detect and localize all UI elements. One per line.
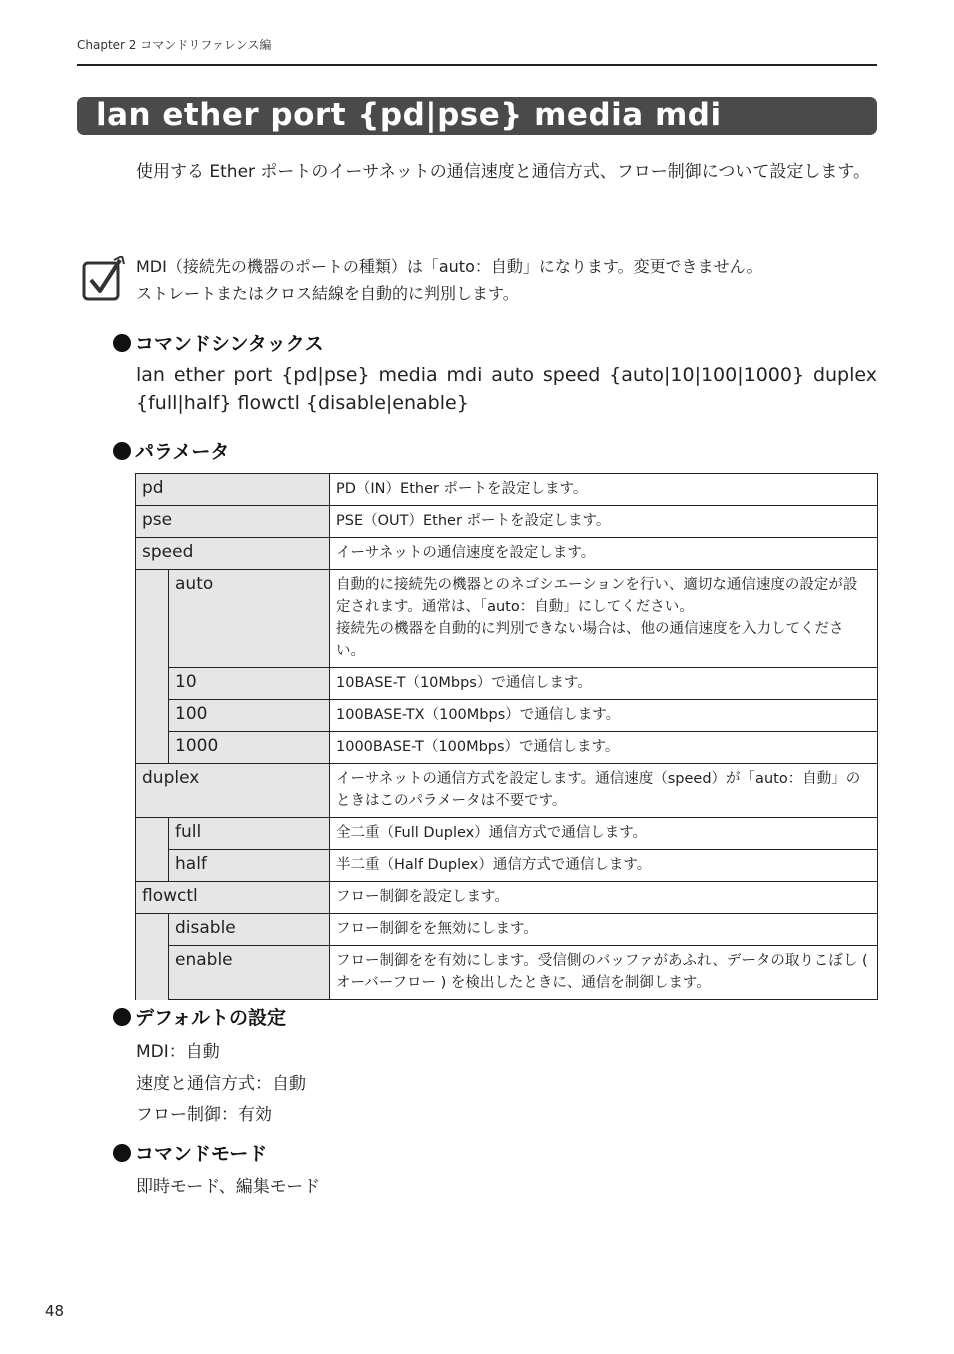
mode-heading-label: コマンドモード [135, 1143, 268, 1165]
bullet-icon [113, 442, 131, 460]
bullet-icon [113, 1008, 131, 1026]
param-desc: 10BASE-T（10Mbps）で通信します。 [330, 668, 878, 700]
param-name: pd [136, 474, 330, 506]
param-name: duplex [136, 764, 330, 818]
syntax-heading [113, 329, 324, 356]
bullet-icon [113, 1144, 131, 1162]
param-name: full [169, 818, 330, 850]
parameters-heading [113, 437, 229, 464]
syntax-heading-label: コマンドシンタックス [135, 333, 324, 355]
param-desc: 全二重（Full Duplex）通信方式で通信します。 [330, 818, 878, 850]
page-number: 48 [45, 1302, 65, 1320]
param-name: 1000 [169, 732, 330, 764]
table-row [136, 850, 878, 882]
command-mode-text: 即時モード、編集モード [136, 1177, 321, 1197]
check-memo-icon [82, 256, 126, 302]
indent-cell [136, 570, 169, 764]
param-name: half [169, 850, 330, 882]
table-row [136, 882, 878, 914]
note-text [136, 253, 878, 307]
table-row [136, 818, 878, 850]
param-name: flowctl [136, 882, 330, 914]
default-line: 速度と通信方式：自動 [136, 1074, 306, 1094]
param-desc: PSE（OUT）Ether ポートを設定します。 [330, 506, 878, 538]
running-head: Chapter 2 コマンドリファレンス編 [77, 38, 272, 52]
header-rule [77, 64, 877, 66]
indent-cell [136, 914, 169, 1000]
default-line: フロー制御：有効 [136, 1105, 272, 1125]
param-desc: 100BASE-TX（100Mbps）で通信します。 [330, 700, 878, 732]
param-name: pse [136, 506, 330, 538]
param-desc: 自動的に接続先の機器とのネゴシエーションを行い、適切な通信速度の設定が設定されます。通常は、「auto：自動」にしてください。 接続先の機器を自動的に判別できない場合は、他の通信速度を入力してください。 [330, 570, 878, 668]
parameters-heading-label: パラメータ [135, 441, 230, 463]
param-desc: フロー制御をを無効にします。 [330, 914, 878, 946]
param-name: speed [136, 538, 330, 570]
table-row [136, 732, 878, 764]
intro-text: 使用する Ether ポートのイーサネットの通信速度と通信方式、フロー制御について設定します。 [136, 162, 871, 182]
param-desc: PD（IN）Ether ポートを設定します。 [330, 474, 878, 506]
table-row [136, 570, 878, 668]
param-name: 10 [169, 668, 330, 700]
page-title: lan ether port {pd|pse} media mdi [96, 97, 722, 133]
param-desc: フロー制御をを有効にします。受信側のバッファがあふれ、データの取りこぼし ( オーバーフロー ) を検出したときに、通信を制御します。 [330, 946, 878, 1000]
param-desc: イーサネットの通信速度を設定します。 [330, 538, 878, 570]
defaults-heading-label: デフォルトの設定 [135, 1007, 287, 1029]
param-desc: イーサネットの通信方式を設定します。通信速度（speed）が「auto：自動」のときはこのパラメータは不要です。 [330, 764, 878, 818]
param-desc: 1000BASE-T（100Mbps）で通信します。 [330, 732, 878, 764]
note-line: MDI（接続先の機器のポートの種類）は「auto：自動」になります。変更できません。 [136, 257, 763, 276]
table-row [136, 474, 878, 506]
table-row [136, 946, 878, 1000]
param-name: enable [169, 946, 330, 1000]
parameters-table [135, 473, 878, 1000]
defaults-heading [113, 1003, 286, 1030]
table-row [136, 668, 878, 700]
command-syntax: lan ether port {pd|pse} media mdi auto speed {auto|10|100|1000} duplex {full|half} flowctl {disable|enable} [136, 364, 877, 414]
note-line: ストレートまたはクロス結線を自動的に判別します。 [136, 284, 519, 303]
param-desc: 半二重（Half Duplex）通信方式で通信します。 [330, 850, 878, 882]
indent-cell [136, 818, 169, 882]
param-name: auto [169, 570, 330, 668]
title-bar [77, 97, 877, 135]
table-row [136, 538, 878, 570]
param-name: 100 [169, 700, 330, 732]
table-row [136, 764, 878, 818]
param-desc: フロー制御を設定します。 [330, 882, 878, 914]
mode-heading [113, 1139, 267, 1166]
bullet-icon [113, 334, 131, 352]
table-row [136, 700, 878, 732]
table-row [136, 506, 878, 538]
param-name: disable [169, 914, 330, 946]
table-row [136, 914, 878, 946]
default-line: MDI：自動 [136, 1042, 220, 1062]
